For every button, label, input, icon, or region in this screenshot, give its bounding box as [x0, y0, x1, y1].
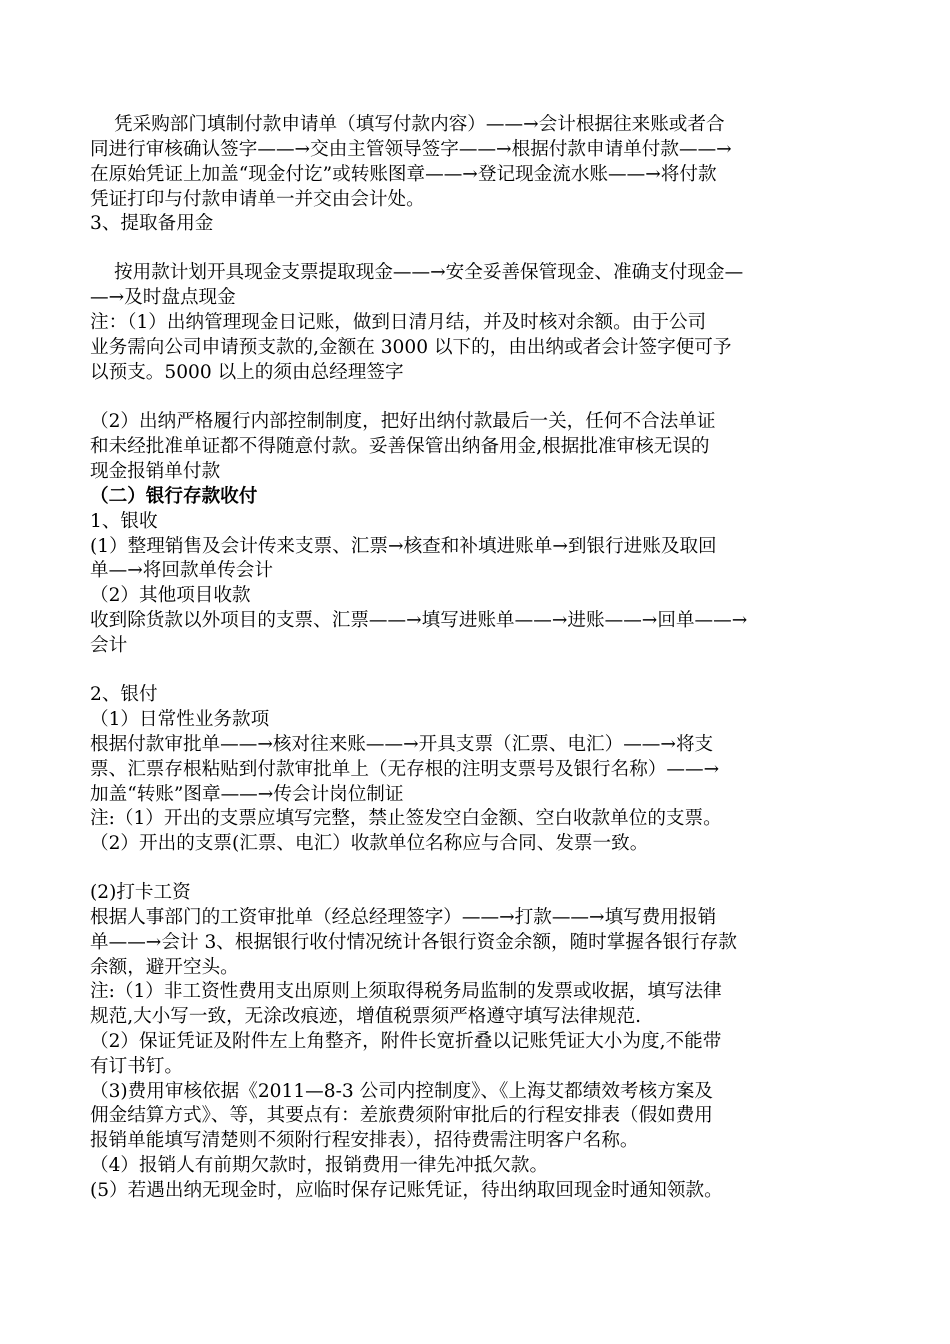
subsection-heading: 1、银收 — [90, 511, 158, 532]
paragraph-line: 同进行审核确认签字——→交由主管领导签字——→根据付款申请单付款——→ — [90, 139, 732, 160]
paragraph-line: —→及时盘点现金 — [90, 287, 236, 308]
note-line: （4）报销人有前期欠款时，报销费用一律先冲抵欠款。 — [90, 1155, 549, 1176]
note-line: 现金报销单付款 — [90, 461, 221, 482]
paragraph-line: (1）整理销售及会计传来支票、汇票→核查和补填进账单→到银行进账及取回 — [90, 536, 717, 557]
item-heading: （1）日常性业务款项 — [90, 709, 270, 730]
paragraph-line: 加盖“转账”图章——→传会计岗位制证 — [90, 784, 404, 805]
note-line: 佣金结算方式》、等，其要点有：差旅费须附审批后的行程安排表（假如费用 — [90, 1105, 713, 1126]
note-line: 有订书钉。 — [90, 1056, 183, 1077]
section-heading-bank: （二）银行存款收付 — [90, 486, 258, 507]
note-line: 业务需向公司申请预支款的,金额在 3000 以下的，由出纳或者会计签字便可予 — [90, 337, 732, 358]
note-line: 注：（1）出纳管理现金日记账，做到日清月结，并及时核对余额。由于公司 — [90, 312, 707, 333]
note-line: 报销单能填写清楚则不须附行程安排表），招待费需注明客户名称。 — [90, 1130, 639, 1151]
paragraph-line: 按用款计划开具现金支票提取现金——→安全妥善保管现金、准确支付现金— — [114, 262, 744, 283]
paragraph-line: 在原始凭证上加盖“现金付讫”或转账图章——→登记现金流水账——→将付款 — [90, 164, 717, 185]
item-heading: （2）其他项目收款 — [90, 585, 251, 606]
note-line: 以预支。5000 以上的须由总经理签字 — [90, 362, 404, 383]
note-line: （2）出纳严格履行内部控制制度，把好出纳付款最后一关，任何不合法单证 — [90, 411, 716, 432]
paragraph-line: 收到除货款以外项目的支票、汇票——→填写进账单——→进账——→回单——→ — [90, 610, 748, 631]
paragraph-line: 根据付款审批单——→核对往来账——→开具支票（汇票、电汇）——→将支 — [90, 734, 714, 755]
note-line: （3)费用审核依据《2011—8-3 公司内控制度》、《上海艾都绩效考核方案及 — [90, 1081, 713, 1102]
paragraph-line: 凭采购部门填制付款申请单（填写付款内容）——→会计根据往来账或者合 — [114, 114, 725, 135]
paragraph-line: 单—→将回款单传会计 — [90, 560, 273, 581]
item-heading: (2)打卡工资 — [90, 882, 191, 903]
paragraph-line: 根据人事部门的工资审批单（经总经理签字）——→打款——→填写费用报销 — [90, 907, 717, 928]
note-line: （2）开出的支票(汇票、电汇）收款单位名称应与合同、发票一致。 — [90, 833, 649, 854]
note-line: (5）若遇出纳无现金时，应临时保存记账凭证，待出纳取回现金时通知领款。 — [90, 1180, 723, 1201]
paragraph-line: 单——→会计 3、根据银行收付情况统计各银行资金余额，随时掌握各银行存款 — [90, 932, 737, 953]
paragraph-line: 票、汇票存根粘贴到付款审批单上（无存根的注明支票号及银行名称）——→ — [90, 759, 720, 780]
section-heading: 3、提取备用金 — [90, 213, 214, 234]
paragraph-line: 凭证打印与付款申请单一并交由会计处。 — [90, 189, 425, 210]
paragraph-line: 会计 — [90, 635, 128, 656]
note-line: （2）保证凭证及附件左上角整齐，附件长宽折叠以记账凭证大小为度,不能带 — [90, 1031, 722, 1052]
note-line: 注:（1）开出的支票应填写完整，禁止签发空白金额、空白收款单位的支票。 — [90, 808, 722, 829]
note-line: 和未经批准单证都不得随意付款。妥善保管出纳备用金,根据批准审核无误的 — [90, 436, 710, 457]
note-line: 注:（1）非工资性费用支出原则上须取得税务局监制的发票或收据，填写法律 — [90, 981, 722, 1002]
subsection-heading: 2、银付 — [90, 684, 158, 705]
note-line: 规范,大小写一致，无涂改痕迹，增值税票须严格遵守填写法律规范. — [90, 1006, 642, 1027]
paragraph-line: 余额，避开空头。 — [90, 957, 239, 978]
